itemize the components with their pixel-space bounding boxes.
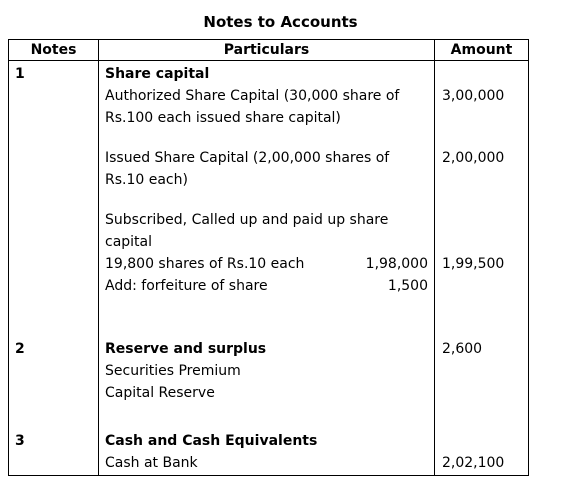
issued-line-2: Rs.10 each) — [105, 172, 188, 188]
reserve-amount: 2,600 — [442, 340, 483, 357]
note-amount — [435, 336, 529, 428]
reserve-item-1: Securities Premium — [105, 362, 241, 379]
forfeiture-label: Add: forfeiture of share — [105, 278, 268, 294]
subscribed-amount: 1,99,500 — [442, 256, 505, 272]
note-row-1 — [9, 61, 529, 336]
notes-table — [8, 39, 529, 476]
note-row-3 — [9, 428, 529, 476]
note-amount — [435, 61, 529, 336]
subscribed-line-1: Subscribed, Called up and paid up share — [105, 212, 389, 228]
forfeiture-row — [105, 275, 428, 297]
note-particulars — [99, 336, 435, 428]
note-number: 3 — [9, 428, 99, 476]
header-particulars: Particulars — [99, 40, 435, 61]
note-particulars — [99, 428, 435, 476]
note-heading: Share capital — [105, 66, 210, 82]
note-number: 1 — [9, 61, 99, 336]
authorized-line-2: Rs.100 each issued share capital) — [105, 110, 341, 126]
shares-label: 19,800 shares of Rs.10 each — [105, 256, 305, 272]
note-row-2 — [9, 336, 529, 428]
header-amount: Amount — [435, 40, 529, 61]
issued-amount: 2,00,000 — [442, 150, 505, 166]
forfeiture-value: 1,500 — [387, 278, 428, 294]
page-title: Notes to Accounts — [203, 13, 358, 31]
note-heading: Cash and Cash Equivalents — [105, 432, 318, 449]
shares-value: 1,98,000 — [365, 256, 428, 272]
shares-row — [105, 253, 428, 275]
reserve-item-2: Capital Reserve — [105, 384, 215, 401]
issued-line-1: Issued Share Capital (2,00,000 shares of — [105, 150, 390, 166]
authorized-line-1: Authorized Share Capital (30,000 share of — [105, 88, 400, 104]
subscribed-line-2: capital — [105, 234, 153, 250]
header-notes: Notes — [9, 40, 99, 61]
note-particulars — [99, 61, 435, 336]
note-number: 2 — [9, 336, 99, 428]
note-heading: Reserve and surplus — [105, 340, 267, 357]
cash-item-1: Cash at Bank — [105, 454, 198, 471]
cash-amount: 2,02,100 — [442, 454, 505, 471]
header-row — [9, 40, 529, 61]
note-amount — [435, 428, 529, 476]
authorized-amount: 3,00,000 — [442, 88, 505, 104]
